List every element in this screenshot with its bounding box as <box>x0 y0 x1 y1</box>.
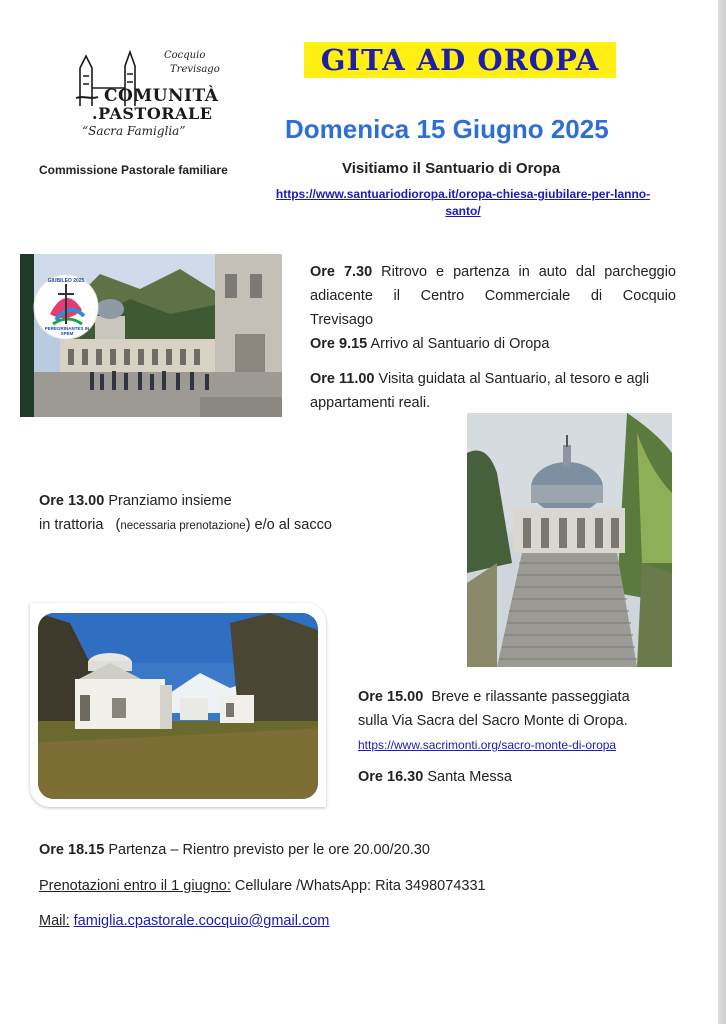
booking-text: Cellulare /WhatsApp: Rita 3498074331 <box>230 878 486 894</box>
text-0915: Arrivo al Santuario di Oropa <box>367 336 550 352</box>
text-0730: Ritrovo e partenza in auto dal parcheggio <box>372 264 676 280</box>
text-1500: Breve e rilassante passeggiata <box>423 689 630 705</box>
text-0730-line3: Trevisago <box>310 312 374 328</box>
booking-info <box>39 874 679 898</box>
schedule-item-1100 <box>310 367 676 415</box>
time-1815: Ore 18.15 <box>39 842 105 858</box>
event-date: Domenica 15 Giugno 2025 <box>285 114 609 144</box>
time-1100: Ore 11.00 <box>310 371 375 387</box>
schedule-item-1630 <box>358 765 688 789</box>
time-0915: Ore 9.15 <box>310 336 368 352</box>
text-1630: Santa Messa <box>423 769 512 785</box>
badge-bottom-text: PEREGRINANTES IN SPEM <box>44 326 90 336</box>
page-edge <box>718 0 726 1024</box>
mail-link[interactable]: famiglia.cpastorale.cocquio@gmail.com <box>73 913 330 929</box>
text-1300-line2b: ) e/o al sacco <box>245 517 332 533</box>
schedule-item-1300 <box>39 489 399 538</box>
basilica-stairs-photo <box>467 413 672 667</box>
schedule-item-0730 <box>310 260 676 332</box>
badge-top-text: GIUBILEO 2025 <box>47 278 85 284</box>
schedule-item-1815 <box>39 838 679 862</box>
mail-info <box>39 909 679 933</box>
text-1300-note: necessaria prenotazione <box>120 520 246 532</box>
time-1630: Ore 16.30 <box>358 769 424 785</box>
booking-label: Prenotazioni entro il 1 giugno: <box>39 878 231 894</box>
sanctuary-link-line1[interactable]: https://www.santuariodioropa.it/oropa-chiesa-giubilare-per-lanno- <box>275 187 651 201</box>
text-1100: Visita guidata al Santuario, al tesoro e agli <box>374 371 650 387</box>
sanctuary-link[interactable] <box>254 186 672 220</box>
sacrimonti-link[interactable]: https://www.sacrimonti.org/sacro-monte-di-oropa <box>358 738 617 752</box>
visit-subtitle: Visitiamo il Santuario di Oropa <box>342 160 561 177</box>
page-title: GITA AD OROPA <box>304 42 616 78</box>
text-1815: Partenza – Rientro previsto per le ore 20.00/20.30 <box>104 842 430 858</box>
time-0730: Ore 7.30 <box>310 264 373 280</box>
logo-text-cocquio: Cocquio <box>164 50 206 61</box>
text-0730-line2: adiacente il Centro Commerciale di Cocquio <box>310 288 676 304</box>
mail-label: Mail: <box>39 913 70 929</box>
text-1500-line2: sulla Via Sacra del Sacro Monte di Oropa. <box>358 713 628 729</box>
logo-text-pastorale: .PASTORALE <box>92 104 213 123</box>
logo-text-sacra-famiglia: “Sacra Famiglia” <box>82 124 186 138</box>
text-1300-line2a: in trattoria ( <box>39 517 121 533</box>
commission-label: Commissione Pastorale familiare <box>39 163 228 177</box>
logo-text-trevisago: Trevisago <box>170 64 220 75</box>
text-1100-line2: appartamenti reali. <box>310 395 431 411</box>
sacro-monte-chapels-photo <box>30 603 326 807</box>
sanctuary-courtyard-photo <box>20 254 282 417</box>
community-logo <box>70 48 220 148</box>
sanctuary-link-line2[interactable]: santo/ <box>445 204 481 218</box>
time-1300: Ore 13.00 <box>39 493 105 509</box>
logo-text-comunita: COMUNITÀ <box>104 86 219 106</box>
time-1500: Ore 15.00 <box>358 689 424 705</box>
schedule-item-1500 <box>358 685 688 757</box>
schedule-item-0915 <box>310 332 676 356</box>
text-1300: Pranziamo insieme <box>104 493 232 509</box>
